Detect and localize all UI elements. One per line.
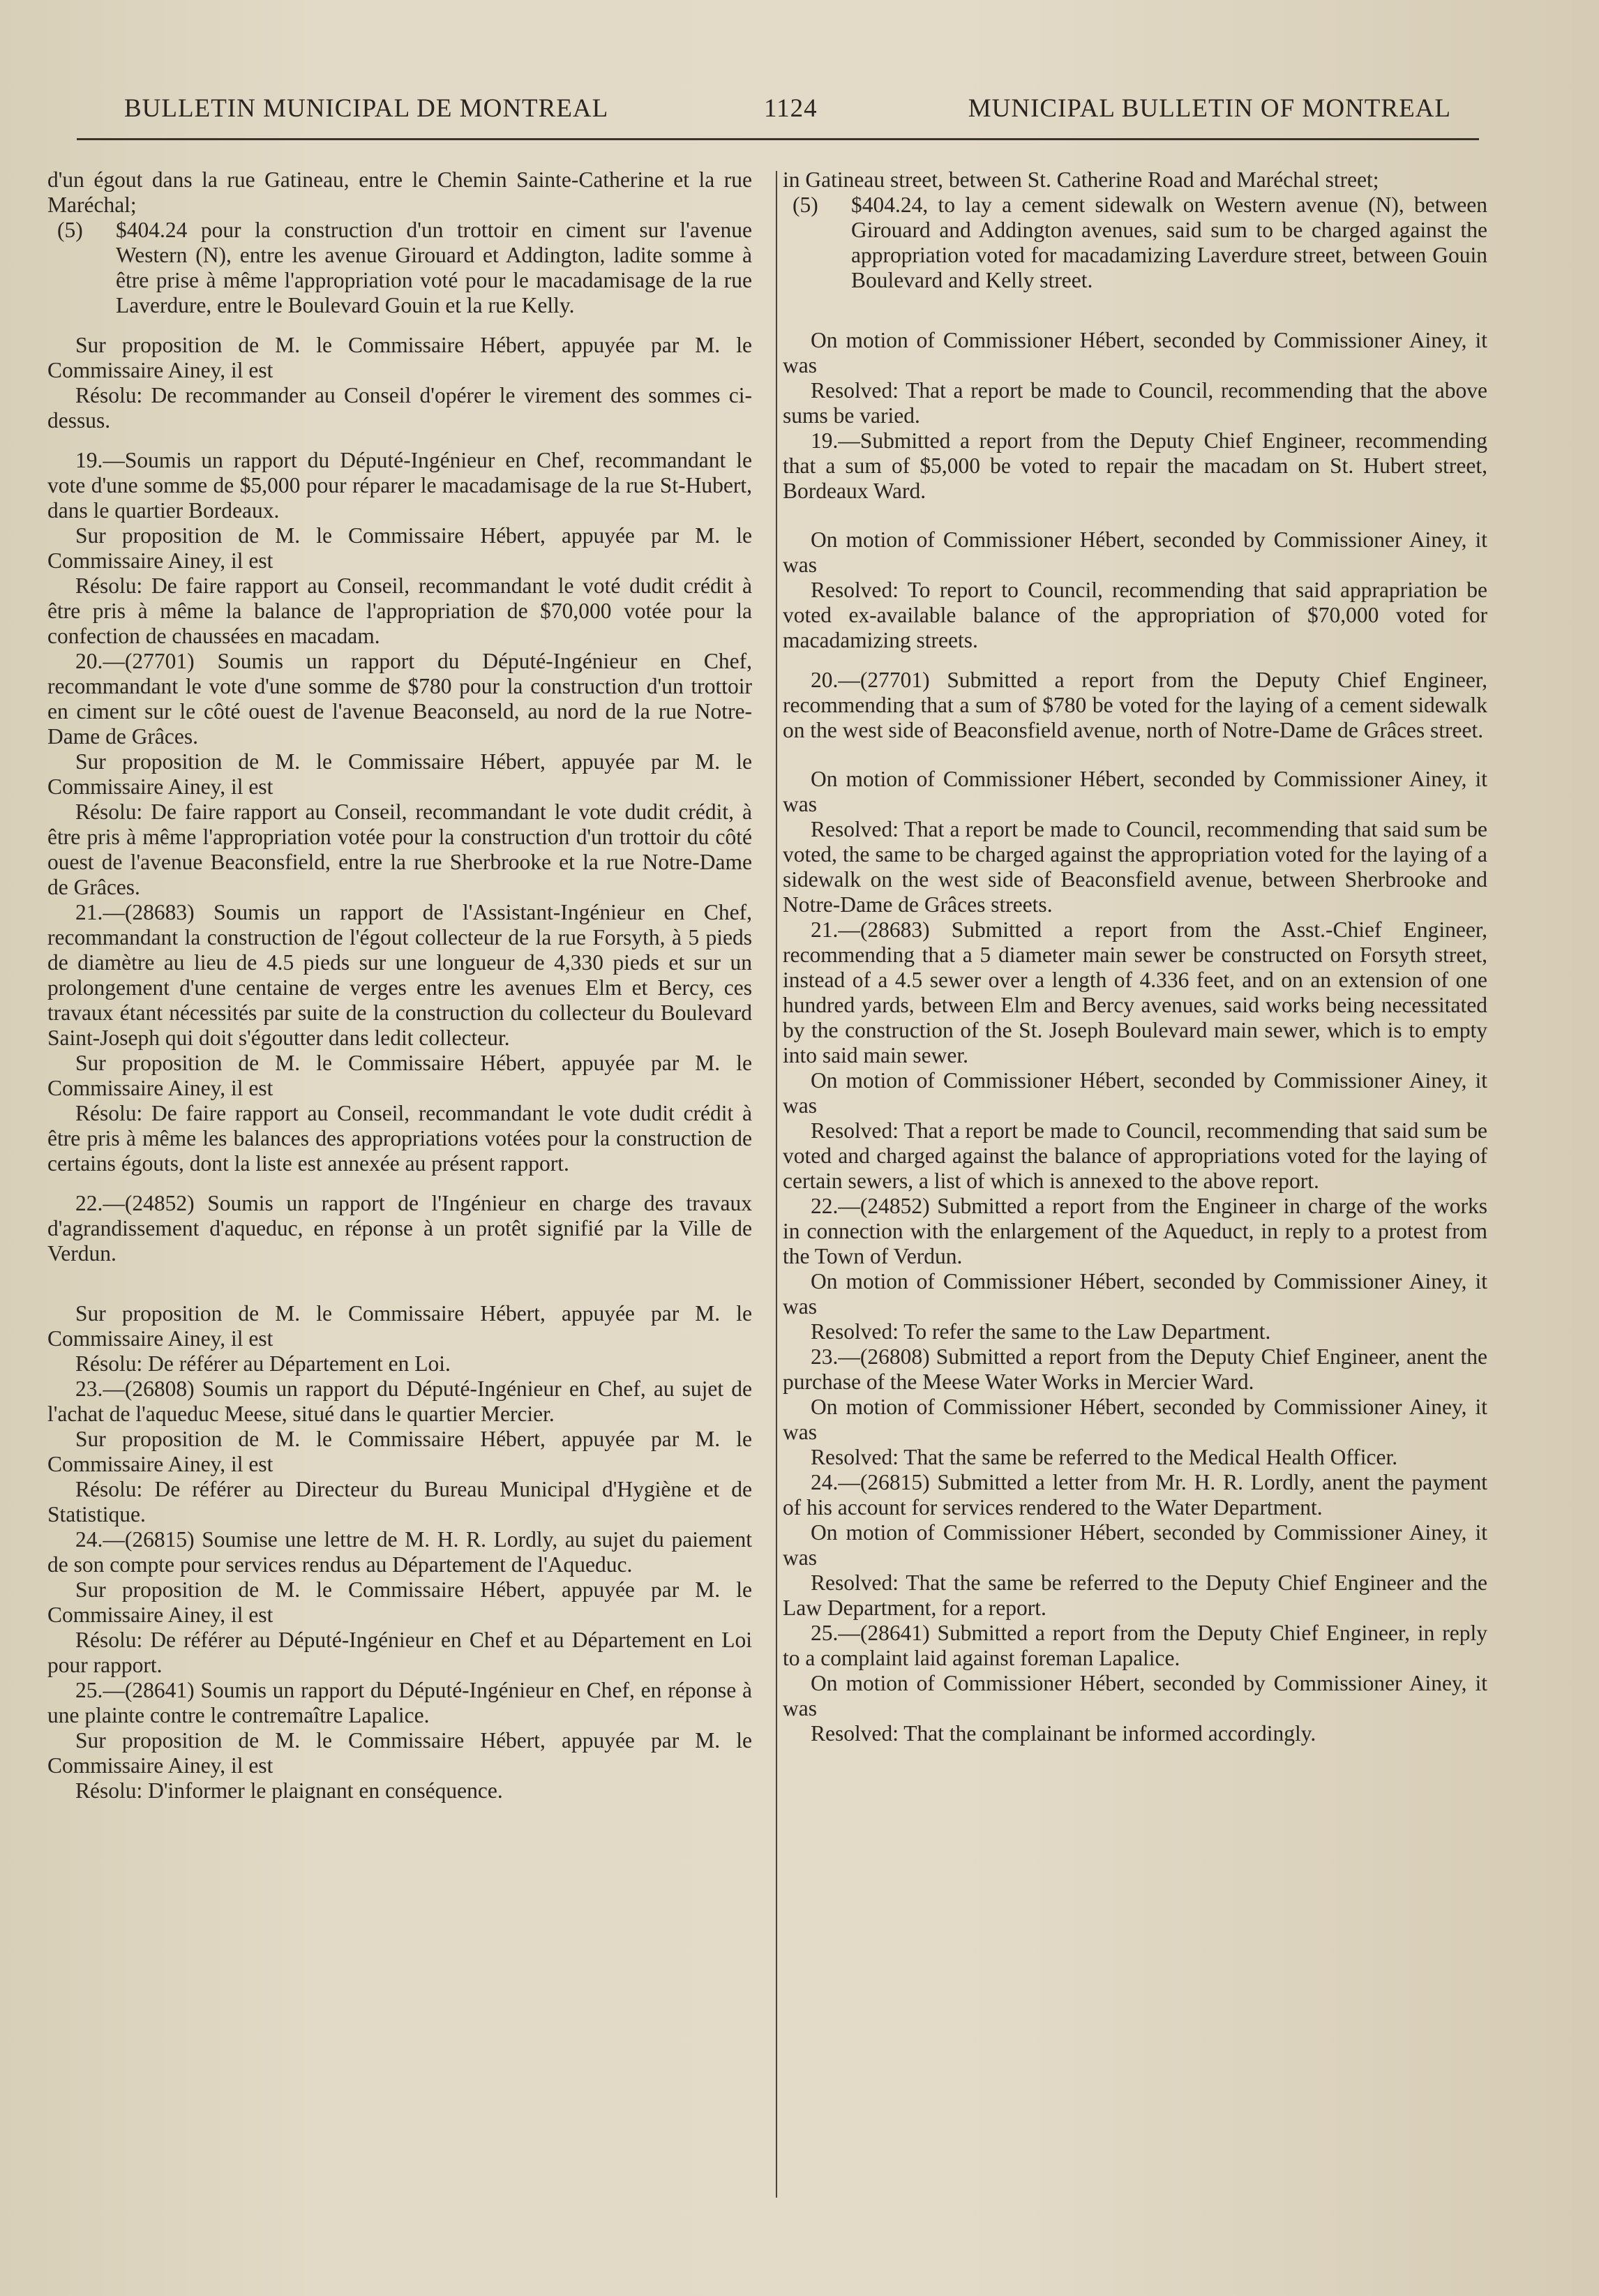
paragraph: Résolu: De faire rapport au Conseil, recommandant le vote dudit crédit à être pris à même les balances des appropriations votées pour la construction de certains égouts, dont la liste est annexée au présent rapport. (47, 1101, 752, 1176)
paragraph: Résolu: De référer au Département en Loi. (75, 1351, 451, 1376)
paragraph: 21.—(28683) Submitted a report from the Asst.-Chief Engineer, recommending that a 5 diameter main sewer be constructed on Forsyth street, instead of a 4.5 sewer over a length of 4.336 feet, and on an extension of one hundred yards, between Elm and Bercy avenues, said works being necessitated by the construction of the St. Joseph Boulevard main sewer, which is to empty into said main sewer. (783, 917, 1487, 1067)
paragraph: Sur proposition de M. le Commissaire Hébert, appuyée par M. le Commissaire Ainey, il est (47, 523, 752, 573)
page-number: 1124 (764, 94, 818, 123)
header-rule (77, 138, 1479, 140)
paragraph: 25.—(28641) Soumis un rapport du Député-Ingénieur en Chef, en réponse à une plainte contre le contremaître Lapalice. (47, 1678, 752, 1727)
column-divider (776, 171, 777, 2198)
spacer (47, 433, 752, 448)
spacer (783, 743, 1487, 767)
paragraph: 20.—(27701) Soumis un rapport du Député-Ingénieur en Chef, recommandant le vote d'une somme de $780 pour la construction d'un trottoir en ciment sur le côté ouest de l'avenue Beaconseld, au nord de la rue Notre-Dame de Grâces. (47, 649, 752, 749)
paragraph: Sur proposition de M. le Commissaire Hébert, appuyée par M. le Commissaire Ainey, il est (47, 1427, 752, 1476)
paragraph: Sur proposition de M. le Commissaire Hébert, appuyée par M. le Commissaire Ainey, il est (47, 1728, 752, 1778)
spacer (783, 653, 1487, 668)
paragraph: Resolved: To refer the same to the Law Department. (811, 1319, 1271, 1344)
paragraph: Resolved: That the same be referred to the Deputy Chief Engineer and the Law Department, for a report. (783, 1570, 1487, 1620)
paragraph: On motion of Commissioner Hébert, seconded by Commissioner Ainey, it was (783, 767, 1487, 816)
spacer (783, 293, 1487, 328)
paragraph: Sur proposition de M. le Commissaire Hébert, appuyée par M. le Commissaire Ainey, il est (47, 749, 752, 799)
spacer (783, 504, 1487, 527)
paragraph: On motion of Commissioner Hébert, seconded by Commissioner Ainey, it was (783, 527, 1487, 577)
paragraph: Resolved: That a report be made to Council, recommending that the above sums be varied. (783, 378, 1487, 428)
paragraph: On motion of Commissioner Hébert, seconded by Commissioner Ainey, it was (783, 1671, 1487, 1720)
paragraph: 19.—Submitted a report from the Deputy Chief Engineer, recommending that a sum of $5,000 be voted to repair the macadam on St. Hubert street, Bordeaux Ward. (783, 428, 1487, 503)
paragraph: 20.—(27701) Submitted a report from the Deputy Chief Engineer, recommending that a sum of $780 be voted for the laying of a cement sidewalk on the west side of Beaconsfield avenue, north of Notre-Dame de Grâces street. (783, 668, 1487, 742)
paragraph: 23.—(26808) Soumis un rapport du Député-Ingénieur en Chef, au sujet de l'achat de l'aqueduc Meese, situé dans le quartier Mercier. (47, 1376, 752, 1426)
paragraph: Résolu: De référer au Député-Ingénieur en Chef et au Département en Loi pour rapport. (47, 1628, 752, 1677)
paragraph: Resolved: To report to Council, recommending that said apprapriation be voted ex-available balance of the appropriation of $70,000 voted for macadamizing streets. (783, 578, 1487, 652)
spacer (47, 318, 752, 333)
paragraph: 23.—(26808) Submitted a report from the Deputy Chief Engineer, anent the purchase of the Meese Water Works in Mercier Ward. (783, 1344, 1487, 1394)
list-item (47, 218, 752, 318)
list-item (783, 193, 1487, 293)
paragraph: Sur proposition de M. le Commissaire Hébert, appuyée par M. le Commissaire Ainey, il est (47, 1577, 752, 1627)
paragraph: Résolu: De faire rapport au Conseil, recommandant le vote dudit crédit, à être pris à même l'appropriation votée pour la construction d'un trottoir du côté ouest de l'avenue Beaconsfield, entre la rue Sherbrooke et la rue Notre-Dame de Grâces. (47, 800, 752, 899)
paragraph: 25.—(28641) Submitted a report from the Deputy Chief Engineer, in reply to a complaint laid against foreman Lapalice. (783, 1621, 1487, 1670)
paragraph: 22.—(24852) Submitted a report from the Engineer in charge of the works in connection with the enlargement of the Aqueduct, in reply to a protest from the Town of Verdun. (783, 1194, 1487, 1268)
paragraph: Sur proposition de M. le Commissaire Hébert, appuyée par M. le Commissaire Ainey, il est (47, 1301, 752, 1351)
paragraph: Resolved: That a report be made to Council, recommending that said sum be voted, the same to be charged against the appropriation voted for the laying of a sidewalk on the west side of Beaconsfield avenue, between Sherbrooke and Notre-Dame de Grâces streets. (783, 817, 1487, 917)
item-number: (5) (793, 193, 818, 217)
paragraph: Resolved: That the same be referred to the Medical Health Officer. (811, 1445, 1398, 1469)
continued-paragraph: in Gatineau street, between St. Catherine Road and Maréchal street; (783, 167, 1379, 192)
paragraph: On motion of Commissioner Hébert, seconded by Commissioner Ainey, it was (783, 328, 1487, 377)
paragraph: Sur proposition de M. le Commissaire Hébert, appuyée par M. le Commissaire Ainey, il est (47, 333, 752, 382)
english-column (783, 167, 1487, 1746)
paragraph: Résolu: De référer au Directeur du Bureau Municipal d'Hygiène et de Statistique. (47, 1477, 752, 1526)
paragraph: Sur proposition de M. le Commissaire Hébert, appuyée par M. le Commissaire Ainey, il est (47, 1051, 752, 1100)
item-number: (5) (57, 218, 83, 242)
paragraph: 21.—(28683) Soumis un rapport de l'Assistant-Ingénieur en Chef, recommandant la construction de l'égout collecteur de la rue Forsyth, à 5 pieds de diamètre au lieu de 4.5 pieds sur une longueur de 4,330 pieds et sur un prolongement d'une centaine de verges entre les avenues Elm et Bercy, ces travaux étant nécessités par suite de la construction du collecteur du Boulevard Saint-Joseph qui doit s'égoutter dans ledit collecteur. (47, 900, 752, 1050)
item-text: $404.24, to lay a cement sidewalk on Western avenue (N), between Girouard and Addington avenues, said sum to be charged against the appropriation voted for macadamizing Laverdure street, between Gouin Boulevard and Kelly street. (851, 193, 1487, 292)
french-column (47, 167, 752, 1803)
paragraph: 24.—(26815) Soumise une lettre de M. H. R. Lordly, au sujet du paiement de son compte pour services rendus au Département de l'Aqueduc. (47, 1527, 752, 1577)
paragraph: Résolu: D'informer le plaignant en conséquence. (75, 1778, 503, 1803)
paragraph: 22.—(24852) Soumis un rapport de l'Ingénieur en charge des travaux d'agrandissement d'aqueduc, en réponse à un protêt signifié par la Ville de Verdun. (47, 1191, 752, 1266)
paragraph: 24.—(26815) Submitted a letter from Mr. H. R. Lordly, anent the payment of his account for services rendered to the Water Department. (783, 1470, 1487, 1520)
paragraph: Resolved: That a report be made to Council, recommending that said sum be voted and charged against the balance of appropriations voted for the laying of certain sewers, a list of which is annexed to the above report. (783, 1118, 1487, 1193)
paragraph: Resolved: That the complainant be informed accordingly. (811, 1721, 1316, 1746)
paragraph: Résolu: De recommander au Conseil d'opérer le virement des sommes ci-dessus. (47, 383, 752, 433)
spacer (47, 1176, 752, 1191)
paragraph: On motion of Commissioner Hébert, seconded by Commissioner Ainey, it was (783, 1068, 1487, 1118)
spacer (47, 1266, 752, 1301)
page-header (119, 89, 1451, 131)
paragraph: On motion of Commissioner Hébert, seconded by Commissioner Ainey, it was (783, 1395, 1487, 1444)
header-title-french: BULLETIN MUNICIPAL DE MONTREAL (124, 94, 609, 123)
header-title-english: MUNICIPAL BULLETIN OF MONTREAL (968, 94, 1451, 123)
paragraph: On motion of Commissioner Hébert, seconded by Commissioner Ainey, it was (783, 1520, 1487, 1570)
continued-paragraph: d'un égout dans la rue Gatineau, entre le Chemin Sainte-Catherine et la rue Maréchal; (47, 167, 752, 217)
paragraph: Résolu: De faire rapport au Conseil, recommandant le voté dudit crédit à être pris à même la balance de l'appropriation de $70,000 votée pour la confection de chaussées en macadam. (47, 573, 752, 648)
item-text: $404.24 pour la construction d'un trottoir en ciment sur l'avenue Western (N), entre les avenue Girouard et Addington, ladite somme à être prise à même l'appropriation voté pour le macadamisage de la rue Laverdure, entre le Boulevard Gouin et la rue Kelly. (116, 218, 752, 317)
paragraph: On motion of Commissioner Hébert, seconded by Commissioner Ainey, it was (783, 1269, 1487, 1319)
paragraph: 19.—Soumis un rapport du Député-Ingénieur en Chef, recommandant le vote d'une somme de $5,000 pour réparer le macadamisage de la rue St-Hubert, dans le quartier Bordeaux. (47, 448, 752, 523)
